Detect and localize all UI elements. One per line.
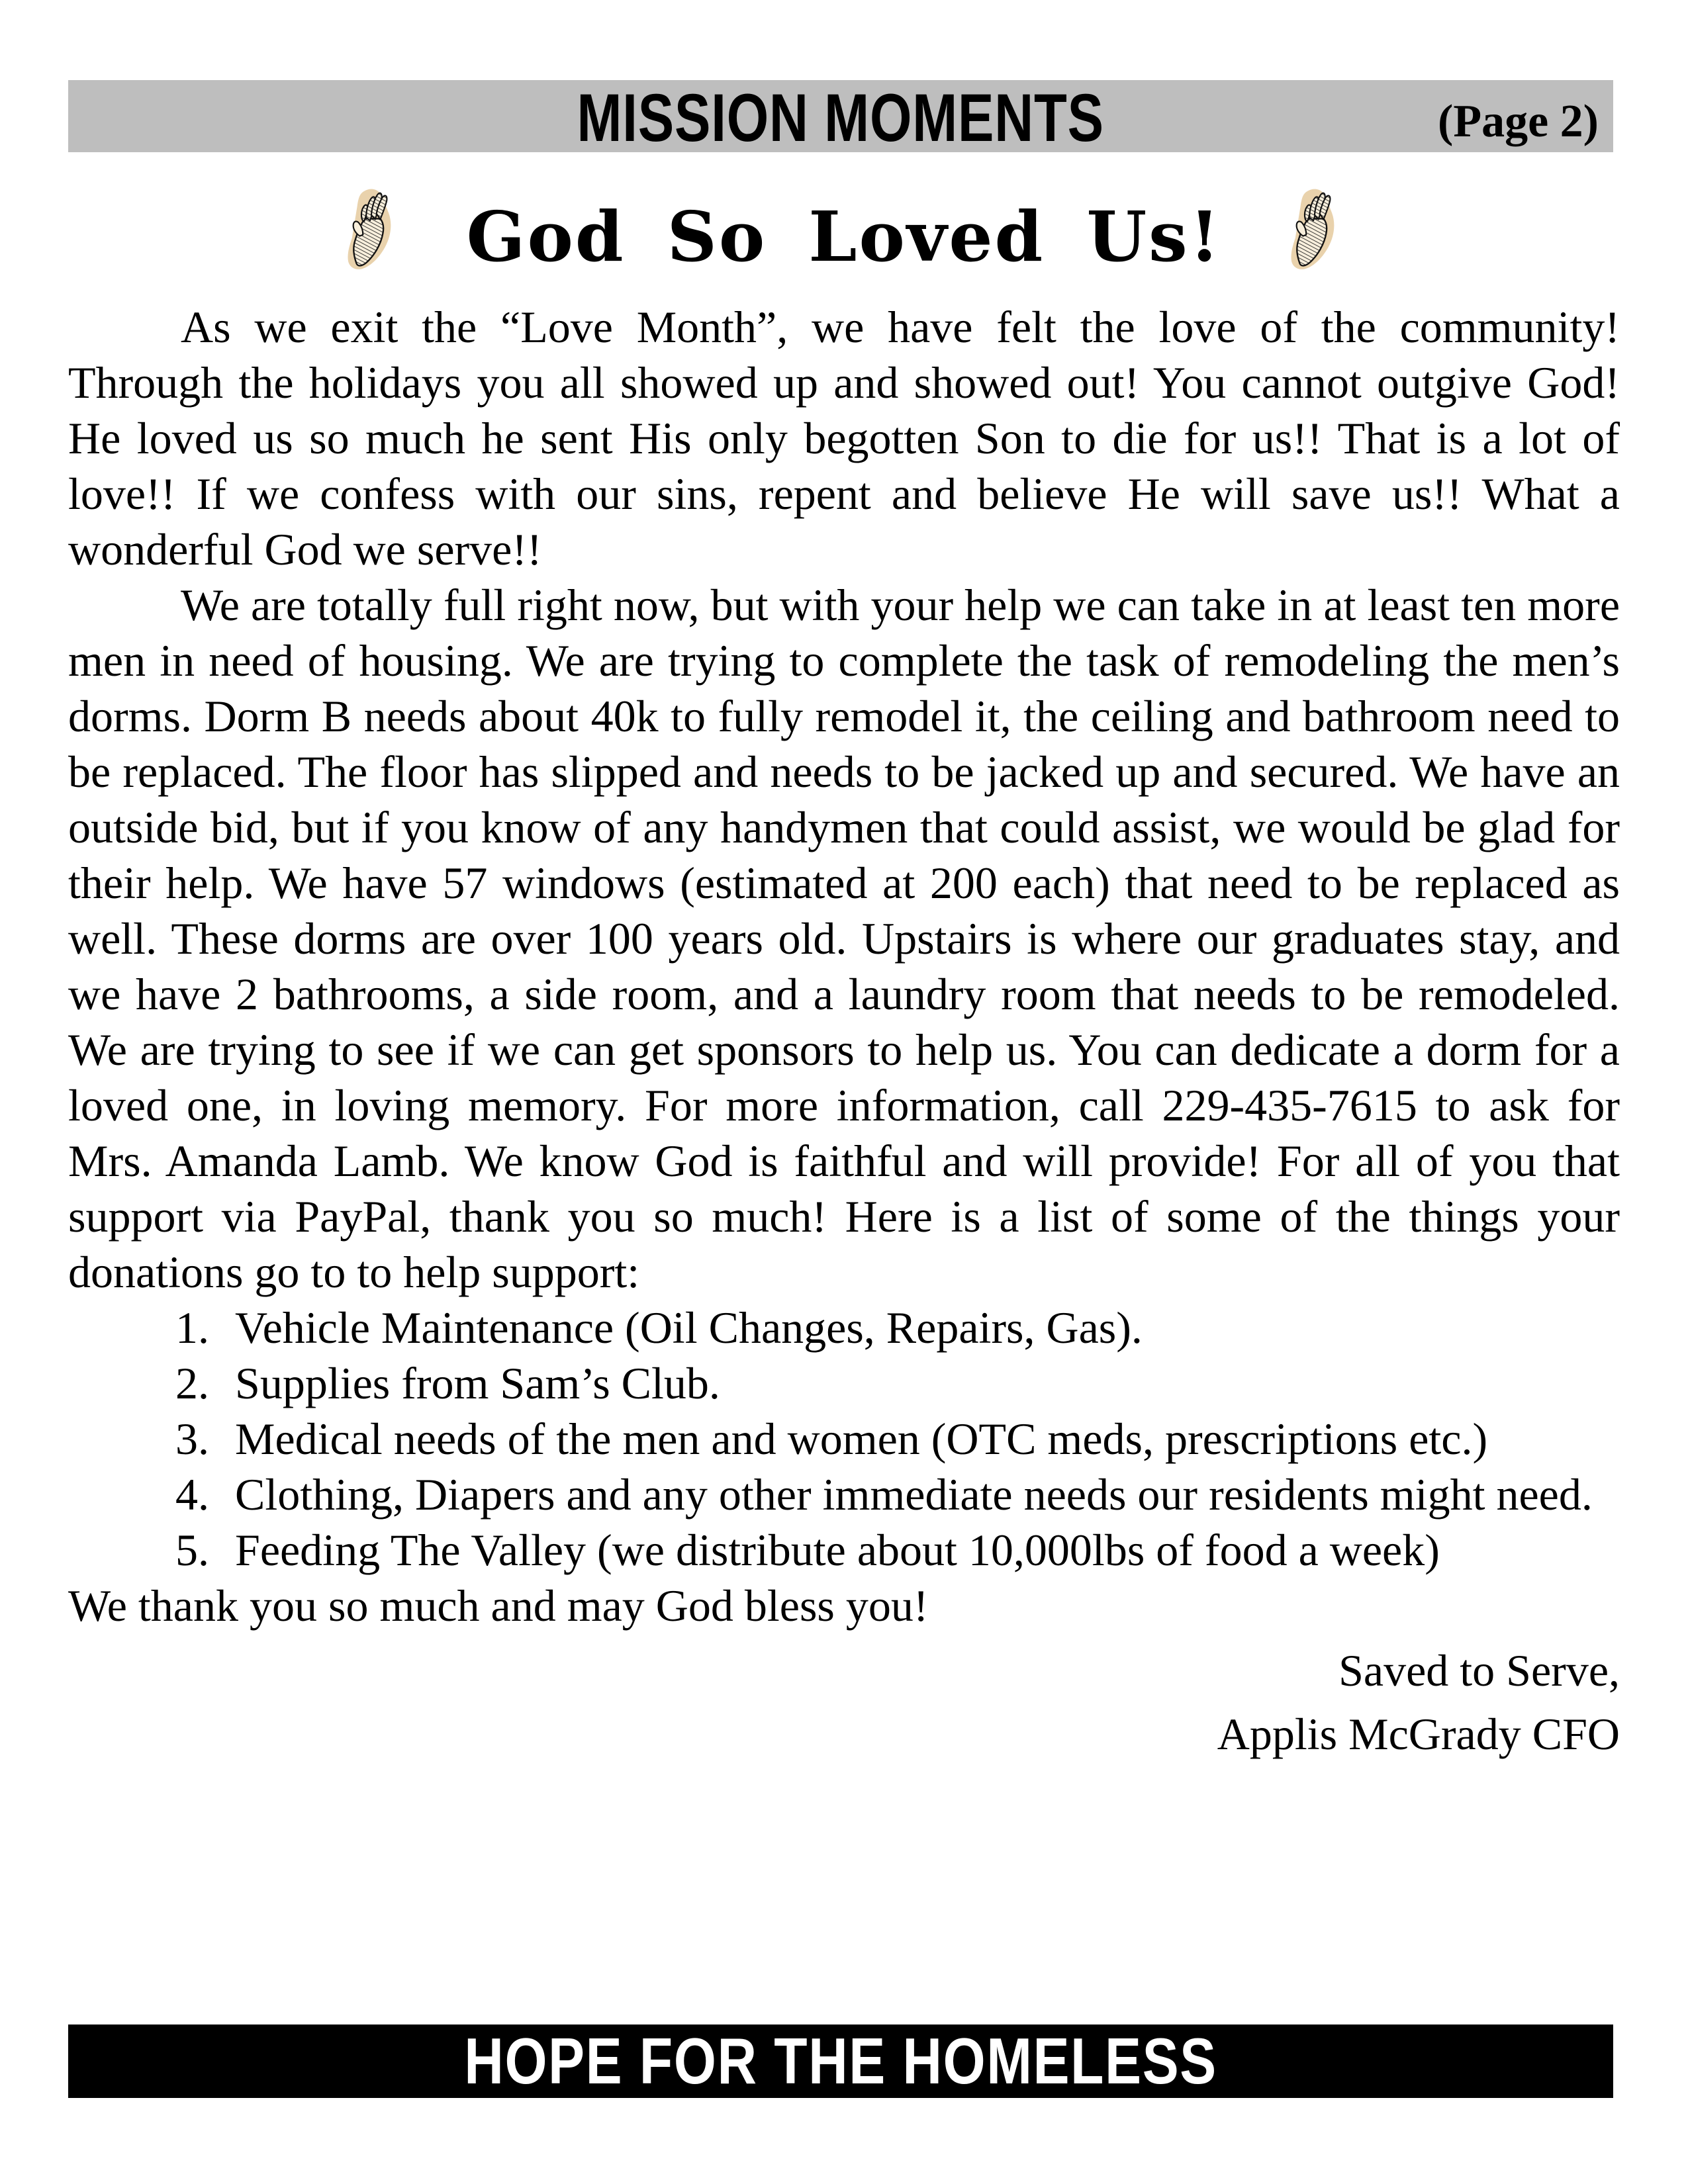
praying-hands-icon [1280,186,1346,271]
list-item-number: 3. [175,1414,209,1464]
donation-list [68,1300,1620,1578]
closing-line: We thank you so much and may God bless you! [68,1580,929,1631]
paragraph-1: As we exit the “Love Month”, we have felt the love of the community! Through the holidays you all showed up and showed out! You cannot outgive God! He loved us so much he sent His only begotten Son to die for us!! That is a lot of love!! If we confess with our sins, repent and believe He will save us!! What a wonderful God we serve!! [68,302,1620,574]
footer-title: HOPE FOR THE HOMELESS [464,2025,1217,2097]
article-body [68,299,1620,1766]
signature-line-2: Applis McGrady CFO [1217,1709,1620,1759]
list-item-text: Vehicle Maintenance (Oil Changes, Repairs, Gas). [235,1302,1143,1353]
article-title-row [0,0,1688,291]
page-number: (Page 2) [1438,96,1599,147]
list-item [68,1411,1620,1467]
list-item-number: 1. [175,1302,209,1353]
signature-block [68,1639,1620,1766]
list-item [68,1467,1620,1522]
footer-bar [68,2025,1613,2098]
list-item [68,1355,1620,1411]
list-item [68,1300,1620,1355]
list-item-number: 5. [175,1525,209,1575]
list-item [68,1522,1620,1578]
list-item-text: Clothing, Diapers and any other immediate needs our residents might need. [235,1469,1593,1520]
paragraph-2: We are totally full right now, but with your help we can take in at least ten more men in need of housing. We are trying to complete the task of remodeling the men’s dorms. Dorm B needs about 40k to fully remodel it, the ceiling and bathroom need to be replaced. The floor has slipped and needs to be jacked up and secured. We have an outside bid, but if you know of any handymen that could assist, we would be glad for their help. We have 57 windows (estimated at 200 each) that need to be replaced as well. These dorms are over 100 years old. Upstairs is where our graduates stay, and we have 2 bathrooms, a side room, and a laundry room that needs to be remodeled. We are trying to see if we can get sponsors to help us. You can dedicate a dorm for a loved one, in loving memory. For more information, call 229-435-7615 to ask for Mrs. Amanda Lamb. We know God is faithful and will provide! For all of you that support via PayPal, thank you so much! Here is a list of some of the things your donations go to to help support: [68,580,1620,1297]
signature-line-1: Saved to Serve, [1338,1645,1620,1696]
list-item-number: 2. [175,1358,209,1408]
article-heading: God So Loved Us! [466,196,1222,277]
list-item-number: 4. [175,1469,209,1520]
list-item-text: Feeding The Valley (we distribute about 10,000lbs of food a week) [235,1525,1440,1575]
list-item-text: Supplies from Sam’s Club. [235,1358,720,1408]
list-item-text: Medical needs of the men and women (OTC meds, prescriptions etc.) [235,1414,1488,1464]
page-title: MISSION MOMENTS [577,80,1105,156]
